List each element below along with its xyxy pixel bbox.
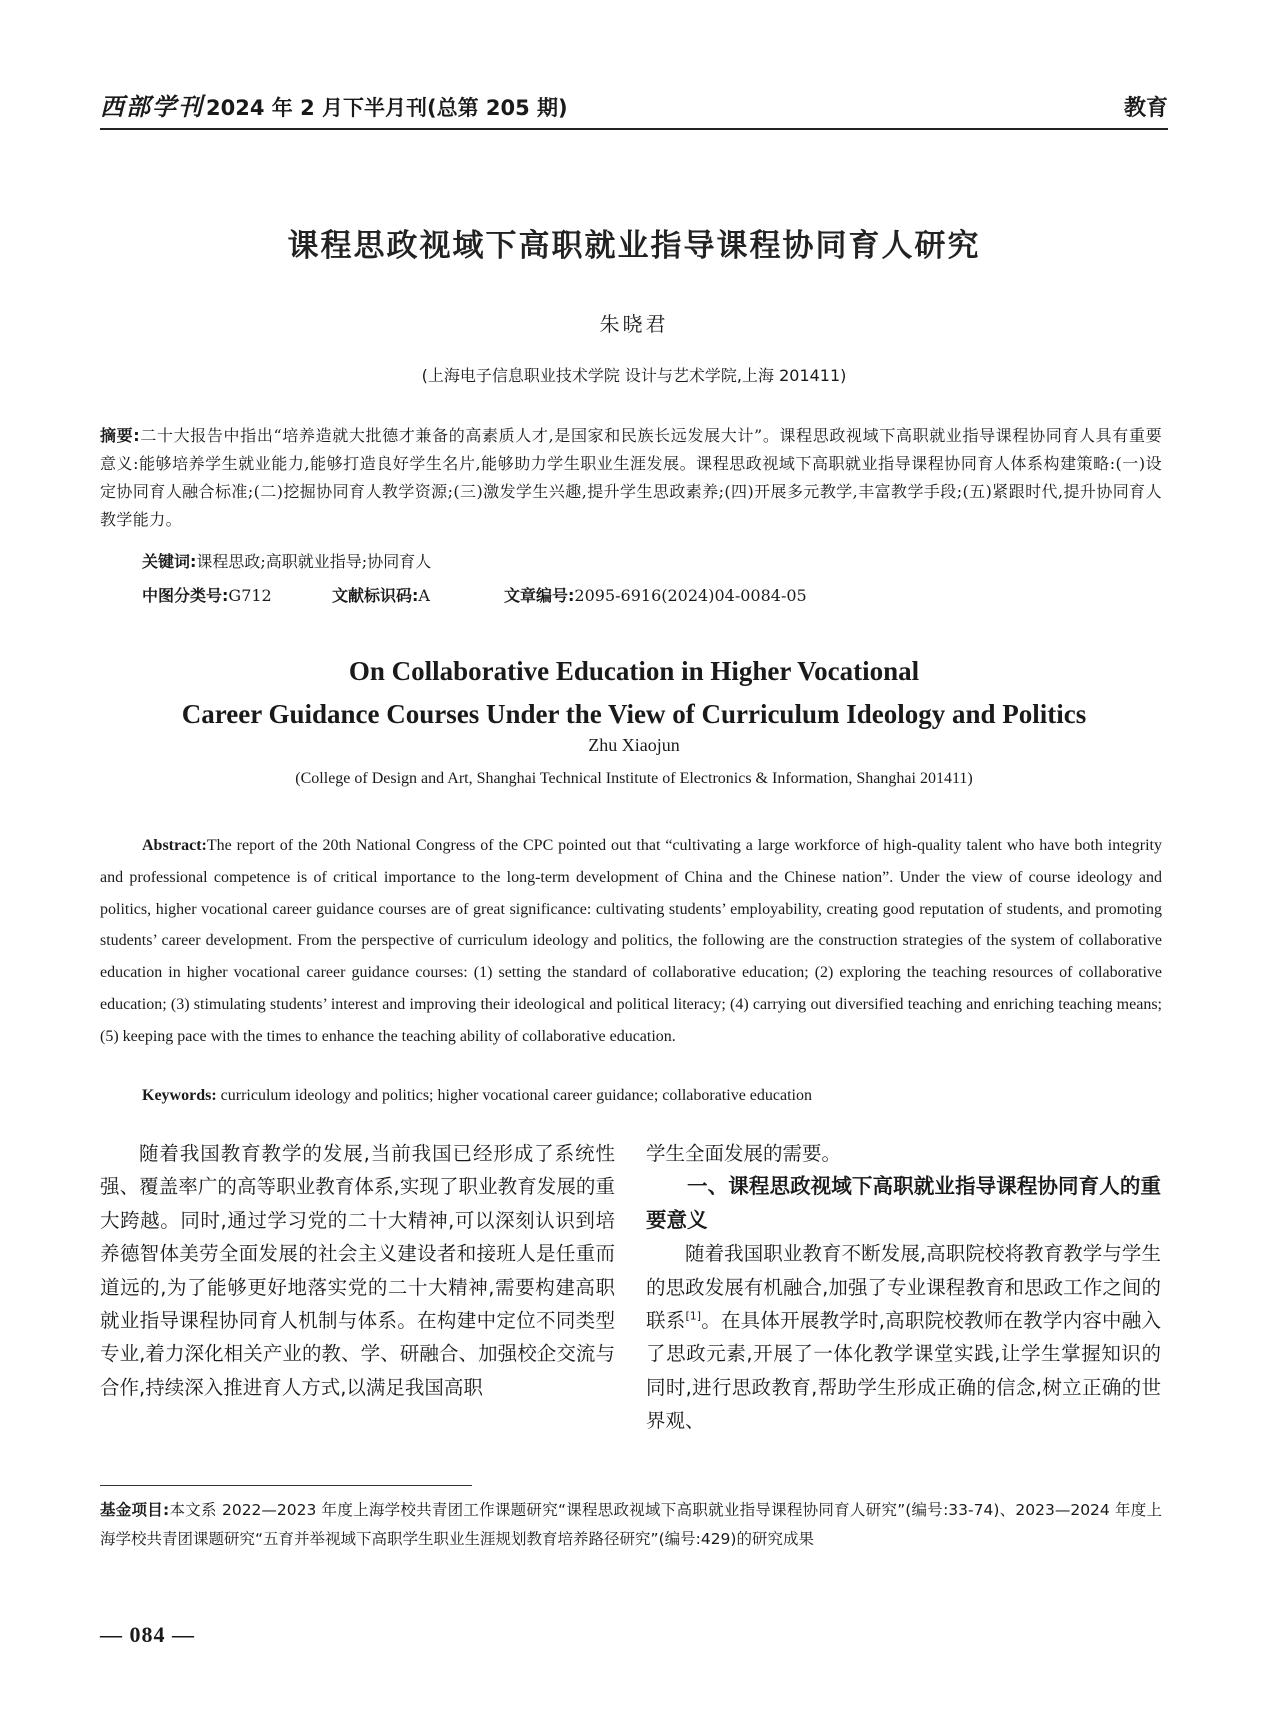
section-label: 教育 [1123, 96, 1168, 121]
body-text: 随着我国职业教育不断发展,高职院校将教育教学与学生的思政发展有机融合,加强了专业课程教育和思政工作之间的联系 [646, 1242, 1161, 1333]
classification-line [142, 583, 1042, 606]
abstract-en-text: The report of the 20th National Congress of the CPC pointed out that “cultivating a large workforce of high-quality talent who have both integrity and professional competence is of critical importance to the long-term development of China and the Chinese nation”. Under the view of course ideology and politics, higher vocational career guidance courses are of great significance: cultivating students’ employability, creating good reputation of students, and promoting students’ career development. From the perspective of curriculum ideology and politics, the following are the construction strategies of the system of collaborative education in higher vocational career guidance courses: (1) setting the standard of collaborative education; (2) exploring the teaching resources of collaborative education; (3) stimulating students’ interest and improving their ideological and political literacy; (4) carrying out diversified teaching and enriching teaching means; (5) keeping pace with the times to enhance the teaching ability of collaborative education. [100, 837, 1162, 1045]
keywords-cn-label: 关键词: [142, 552, 197, 571]
footnote-text: 本文系 2022—2023 年度上海学校共青团工作课题研究“课程思政视域下高职就业指导课程协同育人研究”(编号:33-74)、2023—2024 年度上海学校共青团课题研究“五育并举视域下高职学生职业生涯规划教育培养路径研究”(编号:429)的研究成果 [100, 1501, 1162, 1548]
keywords-cn [142, 549, 431, 572]
clc-value: G712 [228, 586, 272, 605]
abstract-cn-label: 摘要: [100, 426, 141, 445]
section-heading: 一、课程思政视域下高职就业指导课程协同育人的重要意义 [646, 1174, 1161, 1232]
body-text: 。在具体开展教学时,高职院校教师在教学内容中融入了思政元素,开展了一体化教学课堂实践,让学生掌握知识的同时,进行思政教育,帮助学生形成正确的信念,树立正确的世界观、 [646, 1309, 1161, 1433]
author-cn: 朱晓君 [599, 312, 669, 336]
body-paragraph-continued: 学生全面发展的需要。 [646, 1142, 842, 1165]
abstract-cn-text: 二十大报告中指出“培养造就大批德才兼备的高素质人才,是国家和民族长远发展大计”。课程思政视域下高职就业指导课程协同育人具有重要意义:能够培养学生就业能力,能够打造良好学生名片,能够助力学生职业生涯发展。课程思政视域下高职就业指导课程协同育人体系构建策略:(一)设定协同育人融合标准;(二)挖掘协同育人教学资源;(三)激发学生兴趣,提升学生思政素养;(四)开展多元教学,丰富教学手段;(五)紧跟时代,提升协同育人教学能力。 [100, 426, 1162, 529]
header-left [100, 87, 568, 122]
keywords-en-label: Keywords: [142, 1087, 217, 1104]
issue-info: 2024 年 2 月下半月刊(总第 205 期) [206, 96, 568, 120]
body-paragraph [646, 1237, 1161, 1437]
body-paragraph: 随着我国教育教学的发展,当前我国已经形成了系统性强、覆盖率广的高等职业教育体系,实现了职业教育发展的重大跨越。同时,通过学习党的二十大精神,可以深刻认识到培养德智体美劳全面发展的社会主义建设者和接班人是任重而道远的,为了能够更好地落实党的二十大精神,需要构建高职就业指导课程协同育人机制与体系。在构建中定位不同类型专业,着力深化相关产业的教、学、研融合、加强校企交流与合作,持续深入推进育人方式,以满足我国高职 [100, 1142, 615, 1399]
doc-label: 文献标识码: [332, 586, 419, 605]
title-en [0, 650, 1268, 736]
keywords-en [142, 1087, 812, 1105]
affiliation-en: (College of Design and Art, Shanghai Technical Institute of Electronics & Information, Shanghai 201411) [295, 770, 973, 787]
page-number: — 084 — [100, 1622, 195, 1647]
footnote-label: 基金项目: [100, 1501, 170, 1519]
citation: [1] [685, 1309, 702, 1323]
clc-label: 中图分类号: [142, 586, 229, 605]
keywords-cn-text: 课程思政;高职就业指导;协同育人 [196, 552, 432, 571]
abstract-cn [100, 422, 1162, 534]
footnote-rule [100, 1485, 472, 1486]
title-cn: 课程思政视域下高职就业指导课程协同育人研究 [287, 228, 981, 264]
doc-value: A [418, 586, 430, 605]
abstract-en [100, 830, 1162, 1053]
header-rule [100, 128, 1168, 130]
article-label: 文章编号: [504, 586, 575, 605]
journal-logo: 西部学刊 [100, 92, 204, 121]
article-number [504, 583, 807, 606]
clc-code [142, 583, 332, 606]
document-code [332, 583, 504, 606]
author-en: Zhu Xiaojun [588, 735, 680, 755]
title-en-line2: Career Guidance Courses Under the View of Curriculum Ideology and Politics [181, 699, 1087, 729]
keywords-en-text: curriculum ideology and politics; higher vocational career guidance; collaborative education [220, 1087, 812, 1104]
title-en-line1: On Collaborative Education in Higher Vocational [348, 656, 920, 686]
abstract-en-label: Abstract: [142, 837, 207, 854]
running-header [100, 86, 1168, 122]
article-value: 2095-6916(2024)04-0084-05 [574, 586, 807, 605]
body-column-left [100, 1137, 615, 1404]
footnote [100, 1496, 1162, 1554]
body-column-right [646, 1137, 1161, 1438]
affiliation-cn: (上海电子信息职业技术学院 设计与艺术学院,上海 201411) [421, 366, 847, 385]
